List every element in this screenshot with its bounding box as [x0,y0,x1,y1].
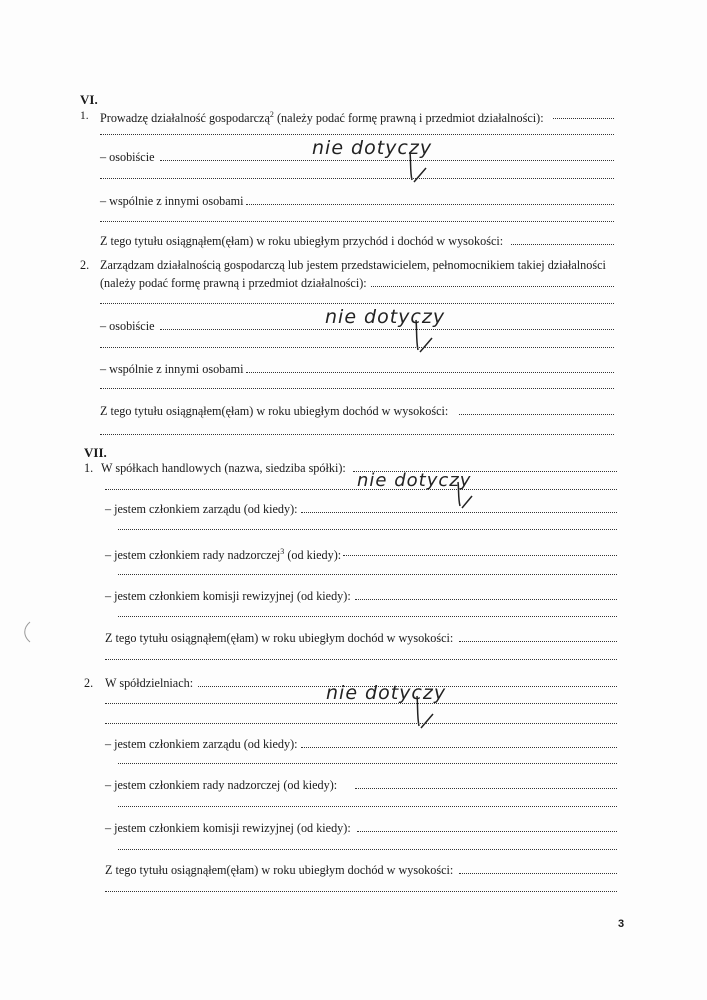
vii-2-income-text: Z tego tytułu osiągnąłem(ęłam) w roku ubiegłym dochód w wysokości: [105,863,454,877]
vii-2-field-line-3[interactable] [105,723,617,724]
vii-1-supervisory-line[interactable] [343,555,617,556]
vi-1-text: Prowadzę działalność gospodarczą$^2$ (należy podać formę prawną i przedmiot działalności): [100,110,544,126]
vii-1-number: 1. [84,461,94,475]
vi-2-text2: (należy podać formę prawną i przedmiot działalności): [100,276,367,290]
vii-2-board-line-2[interactable] [118,763,617,764]
vii-2-answer: nie dotyczy [326,682,447,704]
vi-2-income-line[interactable] [459,414,614,415]
vii-1-board-line-2[interactable] [118,529,617,530]
vi-1-personally-label: – osobiście [100,150,155,164]
vii-1-text: W spółkach handlowych (nazwa, siedziba spółki): [101,461,346,475]
vii-2-audit-label: – jestem członkiem komisji rewizyjnej (od kiedy): [105,821,351,835]
vi-1-jointly-line-2[interactable] [100,221,614,222]
vi-2-field-line-2[interactable] [100,303,614,304]
vii-1-audit-line-2[interactable] [118,616,617,617]
vii-1-audit-line[interactable] [355,599,617,600]
vi-1-personally-line-2[interactable] [100,178,614,179]
vii-2-supervisory-label: – jestem członkiem rady nadzorczej (od kiedy): [105,778,338,792]
vi-2-personally-line[interactable] [160,329,614,330]
vii-1-answer: nie dotyczy [357,470,472,491]
vi-1-jointly-line[interactable] [246,204,614,205]
vii-1-income-text: Z tego tytułu osiągnąłem(ęłam) w roku ubiegłym dochód w wysokości: [105,631,454,645]
vi-2-jointly-label: – wspólnie z innymi osobami [100,362,244,376]
vii-2-income-line-2[interactable] [105,891,617,892]
vi-2-number: 2. [80,258,90,272]
vii-1-supervisory-line-2[interactable] [118,574,617,575]
scan-mark-icon [20,620,34,644]
vii-2-income-line[interactable] [459,873,617,874]
vi-2-field-line[interactable] [371,286,614,287]
vi-2-income-text: Z tego tytułu osiągnąłem(ęłam) w roku ubiegłym dochód w wysokości: [100,404,449,418]
vi-1-jointly-label: – wspólnie z innymi osobami [100,194,244,208]
vii-1-board-line[interactable] [301,512,617,513]
vii-1-income-line[interactable] [459,641,617,642]
vii-2-supervisory-line-2[interactable] [118,806,617,807]
vi-1-income-text: Z tego tytułu osiągnąłem(ęłam) w roku ubiegłym przychód i dochód w wysokości: [100,234,504,248]
vii-2-audit-line[interactable] [357,831,617,832]
vii-2-supervisory-line[interactable] [355,788,617,789]
signature-stroke-icon [405,694,445,734]
signature-stroke-icon [404,318,444,358]
vii-2-number: 2. [84,676,94,690]
vii-1-income-line-2[interactable] [105,659,617,660]
vi-1-income-line[interactable] [511,244,614,245]
vii-1-audit-label: – jestem członkiem komisji rewizyjnej (od kiedy): [105,589,351,603]
vi-2-jointly-line-2[interactable] [100,388,614,389]
vi-1-field-line[interactable] [553,118,614,119]
vii-1-supervisory-label: – jestem członkiem rady nadzorczej$^3$ (od kiedy): [105,547,342,563]
vi-1-field-line-2[interactable] [100,134,614,135]
vi-2-personally-label: – osobiście [100,319,155,333]
vii-2-board-label: – jestem członkiem zarządu (od kiedy): [105,737,298,751]
signature-stroke-icon [398,150,438,190]
page-number: 3 [618,918,625,930]
vi-1-personally-answer: nie dotyczy [312,137,433,159]
vii-1-board-label: – jestem członkiem zarządu (od kiedy): [105,502,298,516]
vi-2-personally-line-2[interactable] [100,347,614,348]
vi-2-jointly-line[interactable] [246,372,614,373]
vii-2-board-line[interactable] [301,747,617,748]
vi-2-text: Zarządzam działalnością gospodarczą lub jestem przedstawicielem, pełnomocnikiem takiej działalności [100,258,606,272]
section-vii-heading: VII. [84,445,107,460]
section-vi-heading: VI. [80,92,98,107]
signature-stroke-icon [448,480,484,514]
vi-1-number: 1. [80,110,89,122]
vii-2-text: W spółdzielniach: [105,676,194,690]
vi-1-personally-line[interactable] [160,160,614,161]
vii-2-audit-line-2[interactable] [118,849,617,850]
vi-2-personally-answer: nie dotyczy [325,306,446,328]
vi-2-income-line-2[interactable] [100,434,614,435]
